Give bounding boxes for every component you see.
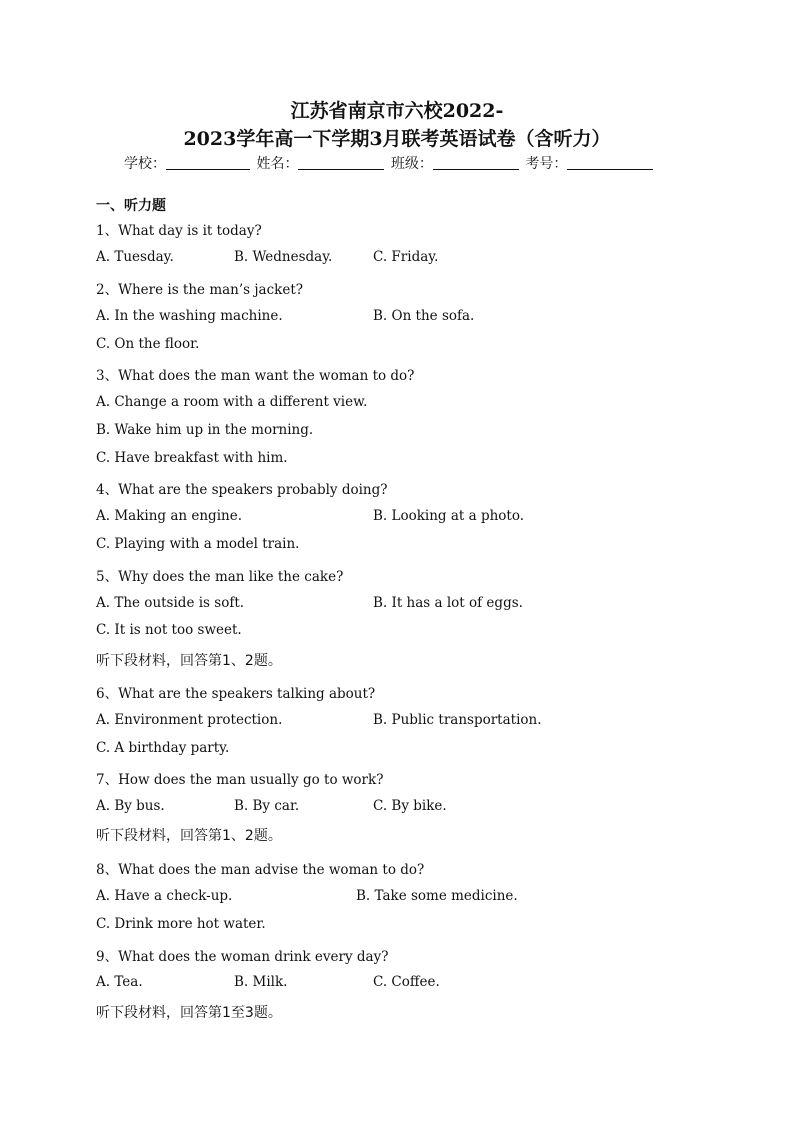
q4-option-a: A. Making an engine. xyxy=(96,508,242,524)
q8-option-a: A. Have a check-up. xyxy=(96,888,233,904)
q3-option-b: B. Wake him up in the morning. xyxy=(96,422,314,438)
instruction-1: 听下段材料，回答第1、2题。 xyxy=(96,653,282,669)
exam-title-line2: 2023学年高一下学期3月联考英语试卷（含听力） xyxy=(183,128,611,150)
school-label: 学校： xyxy=(124,156,166,172)
student-info-row xyxy=(124,153,684,173)
exam-number-label: 考号： xyxy=(525,156,568,172)
section-title: 一、听力题 xyxy=(96,198,166,214)
question-4: 4、What are the speakers probably doing? xyxy=(96,482,388,498)
q3-option-c: C. Have breakfast with him. xyxy=(96,450,288,466)
question-1: 1、What day is it today? xyxy=(96,223,262,239)
question-6: 6、What are the speakers talking about? xyxy=(96,686,376,702)
instruction-3: 听下段材料，回答第1至3题。 xyxy=(96,1005,282,1021)
q7-option-b: B. By car. xyxy=(234,798,300,814)
exam-number-blank[interactable] xyxy=(567,155,653,170)
class-label: 班级： xyxy=(390,156,433,172)
q8-option-c: C. Drink more hot water. xyxy=(96,916,266,932)
exam-title-line1: 江苏省南京市六校2022- xyxy=(290,100,504,122)
question-7: 7、How does the man usually go to work? xyxy=(96,772,384,788)
q6-option-a: A. Environment protection. xyxy=(96,712,283,728)
q5-option-a: A. The outside is soft. xyxy=(96,595,245,611)
q3-option-a: A. Change a room with a different view. xyxy=(96,394,368,410)
question-5: 5、Why does the man like the cake? xyxy=(96,569,344,585)
instruction-2: 听下段材料，回答第1、2题。 xyxy=(96,828,282,844)
q2-option-b: B. On the sofa. xyxy=(373,308,475,324)
name-label: 姓名： xyxy=(256,156,299,172)
q6-option-b: B. Public transportation. xyxy=(373,712,542,728)
q7-option-a: A. By bus. xyxy=(96,798,165,814)
class-blank[interactable] xyxy=(433,155,519,170)
q5-option-c: C. It is not too sweet. xyxy=(96,622,242,638)
q1-option-a: A. Tuesday. xyxy=(96,249,174,265)
q4-option-b: B. Looking at a photo. xyxy=(373,508,525,524)
q7-option-c: C. By bike. xyxy=(373,798,447,814)
q9-option-b: B. Milk. xyxy=(234,974,288,990)
question-9: 9、What does the woman drink every day? xyxy=(96,949,389,965)
q8-option-b: B. Take some medicine. xyxy=(356,888,518,904)
q9-option-a: A. Tea. xyxy=(96,974,143,990)
q5-option-b: B. It has a lot of eggs. xyxy=(373,595,523,611)
question-3: 3、What does the man want the woman to do? xyxy=(96,368,415,384)
q2-option-a: A. In the washing machine. xyxy=(96,308,283,324)
question-2: 2、Where is the man’s jacket? xyxy=(96,282,304,298)
name-blank[interactable] xyxy=(298,155,384,170)
q9-option-c: C. Coffee. xyxy=(373,974,440,990)
q4-option-c: C. Playing with a model train. xyxy=(96,536,300,552)
q6-option-c: C. A birthday party. xyxy=(96,740,230,756)
q2-option-c: C. On the floor. xyxy=(96,336,200,352)
q1-option-c: C. Friday. xyxy=(373,249,439,265)
q1-option-b: B. Wednesday. xyxy=(234,249,333,265)
school-blank[interactable] xyxy=(166,155,250,170)
question-8: 8、What does the man advise the woman to do? xyxy=(96,862,425,878)
